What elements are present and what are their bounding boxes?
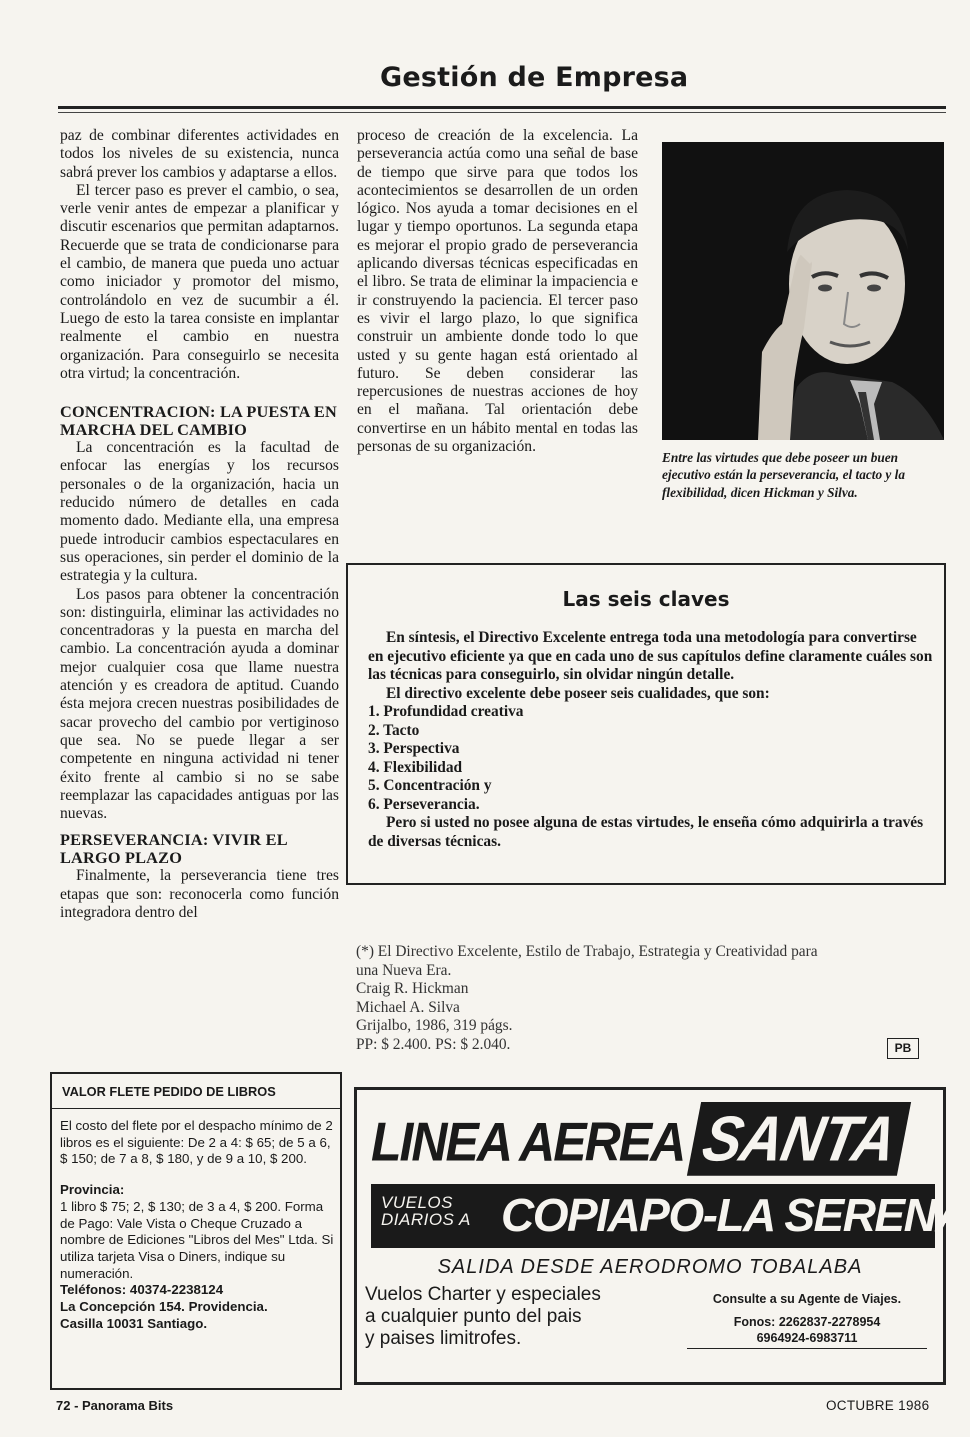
reference-line: una Nueva Era. <box>356 961 452 979</box>
six-keys-box <box>346 563 946 885</box>
box-body <box>368 629 934 851</box>
reference-line: (*) El Directivo Excelente, Estilo de Trabajo, Estrategia y Creatividad para <box>356 943 818 960</box>
paragraph: Finalmente, la perseverancia tiene tres etapas que son: reconocerla como función integradora dentro del <box>60 867 339 921</box>
list-item: 6. Perseverancia. <box>368 795 480 813</box>
qualities-list <box>368 703 934 814</box>
ad-phones <box>687 1314 927 1349</box>
ad-phone-line: 6964924-6983711 <box>756 1331 858 1345</box>
freight-base-text: El costo del flete por el despacho mínimo de 2 libros es el siguiente: De 2 a 4: $ 65; de 5 a 6, $ 150; de 7 a 8, $ 180, y de 9 a 10, $ 200. <box>60 1118 333 1167</box>
list-item: 3. Perspectiva <box>368 740 460 757</box>
ad-charter-line: Vuelos Charter y especiales <box>365 1284 601 1305</box>
portrait-illustration <box>662 142 944 440</box>
freight-phones: Teléfonos: 40374-2238124 <box>60 1282 224 1298</box>
list-item: 4. Flexibilidad <box>368 758 463 776</box>
box-lead: El directivo excelente debe poseer seis cualidades, que son: <box>386 684 770 702</box>
ad-charter-line: a cualquier punto del pais <box>365 1306 582 1327</box>
photo-caption: Entre las virtudes que debe poseer un buen ejecutivo están la perseverancia, el tacto y la flexibilidad, dicen Hickman y Silva. <box>662 450 905 500</box>
freight-divider <box>52 1108 340 1109</box>
paragraph: Los pasos para obtener la concentración son: distinguirla, eliminar las actividades no concentradoras y la puesta en marcha del cambio. La concentración ayuda a dominar mejor cualquier cosa que llame nuestra atención y es creadora de aptitud. Cuando ésta mejora crecen nuestras posibilidades de sacar provecho del cambio por vertiginoso que sea. No se puede llegar a ser competente en ninguna actividad ni tener éxito frente al cambio si no se sabe reemplazar las capacidades antiguas por las nuevas. <box>60 585 339 823</box>
box-intro: En síntesis, el Directivo Excelente entrega toda una metodología para convertirse en ejecutivo eficiente ya que en cada uno de sus capítulos define claramente cuáles son las técnicas para conseguirlo, sin olvidar ningún detalle. <box>368 629 933 683</box>
ad-charter-text <box>365 1284 601 1350</box>
province-label: Provincia: <box>60 1182 125 1198</box>
ad-consult: Consulte a su Agente de Viajes. <box>712 1292 902 1306</box>
page-footer-right: OCTUBRE 1986 <box>826 1398 930 1413</box>
list-item: 2. Tacto <box>368 721 420 739</box>
airline-advertisement <box>354 1087 968 1385</box>
list-item: 1. Profundidad creativa <box>368 703 524 720</box>
reference-line: PP: $ 2.400. PS: $ 2.040. <box>356 1035 511 1053</box>
subheading-concentracion: CONCENTRACION: LA PUESTA EN MARCHA DEL CAMBIO <box>60 402 337 440</box>
article-column-1 <box>60 127 339 922</box>
freight-price-box <box>50 1072 342 1390</box>
ad-vuelos-label: VUELOS DIARIOS A <box>381 1193 471 1229</box>
freight-heading: VALOR FLETE PEDIDO DE LIBROS <box>62 1084 276 1099</box>
ad-airline-label: LINEA AEREA <box>371 1110 685 1173</box>
page-footer-left: 72 - Panorama Bits <box>56 1398 174 1413</box>
subheading-perseverancia: PERSEVERANCIA: VIVIR EL LARGO PLAZO <box>60 830 287 868</box>
reference-line: Michael A. Silva <box>356 998 460 1016</box>
list-item: 5. Concentración y <box>368 777 492 794</box>
reference-line: Grijalbo, 1986, 319 págs. <box>356 1017 513 1035</box>
freight-text <box>60 1118 336 1332</box>
province-text: 1 libro $ 75; 2, $ 130; de 3 a 4, $ 200. Forma de Pago: Vale Vista o Cheque Cruzado a nombre de Ediciones "Libros del Mes" Ltda. Si utiliza tarjeta Visa o Diners, indique su numeración. <box>60 1198 334 1281</box>
ad-headline <box>371 1102 905 1176</box>
ad-charter-line: y paises limitrofes. <box>365 1328 522 1349</box>
paragraph: La concentración es la facultad de enfocar las energías y los recursos personales o de la organización, hacia un reducido número de detalles en cada momento dado. Mediante ella, una empresa puede introducir cambios espectaculares en sus operaciones, sin perder el dominio de la estrategia y la cultura. <box>60 439 339 585</box>
ad-route-band <box>371 1184 968 1248</box>
publisher-badge: PB <box>887 1038 919 1059</box>
paragraph: proceso de creación de la excelencia. La perseverancia actúa como una señal de base de tiempo que sirve para que todos los acontecimientos se desarrollen de un orden lógico. Nos ayuda a tomar decisiones en el lugar y tiempo oportunos. La segunda etapa es mejorar el propio grado de perseverancia aplicando diversas técnicas especificadas en el libro. Se trata de eliminar la impaciencia e ir construyendo la paciencia. El tercer paso es vivir el largo plazo, lo que significa construir un ambiente donde todo lo que usted y su gente hagan está orientado al futuro. Se deben considerar las repercusiones de nuestras acciones de hoy en el mañana. Tal orientación debe convertirse en un hábito mental en todas las personas de su organización. <box>357 127 638 456</box>
portrait-photo <box>662 142 944 440</box>
ad-route: COPIAPO-LA SERENA <box>501 1189 968 1241</box>
section-title: Gestión de Empresa <box>380 62 689 93</box>
box-outro: Pero si usted no posee alguna de estas virtudes, le enseña cómo adquirirla a través de diversas técnicas. <box>368 814 924 850</box>
ad-brand-logo: SANTA <box>687 1102 912 1176</box>
header-rule-thin <box>58 112 946 113</box>
reference-line: Craig R. Hickman <box>356 980 469 998</box>
freight-address: La Concepción 154. Providencia. <box>60 1299 268 1315</box>
box-title: Las seis claves <box>562 587 730 611</box>
header-rule <box>58 106 946 109</box>
freight-mailbox: Casilla 10031 Santiago. <box>60 1315 208 1331</box>
book-reference <box>356 943 936 1055</box>
ad-phone-line: Fonos: 2262837-2278954 <box>733 1315 881 1329</box>
paragraph: paz de combinar diferentes actividades en todos los niveles de su existencia, nunca sabrá prever los cambios y adaptarse a ellos. <box>60 127 339 181</box>
paragraph: El tercer paso es prever el cambio, o sea, verle venir antes de empezar a planificar y discutir escenarios que permitan adaptarnos. Recuerde que se trata de condicionarse para el cambio, de manera que pueda uno actuar como iniciador y promotor del mismo, controlándolo en vez de sucumbir a él. Luego de esto la tarea consiste en implantar realmente el cambio en nuestra organización. Para conseguirlo se necesita otra virtud; la concentración. <box>60 181 339 382</box>
ad-departure: SALIDA DESDE AERODROMO TOBALABA <box>437 1256 863 1278</box>
article-column-2 <box>357 127 638 456</box>
